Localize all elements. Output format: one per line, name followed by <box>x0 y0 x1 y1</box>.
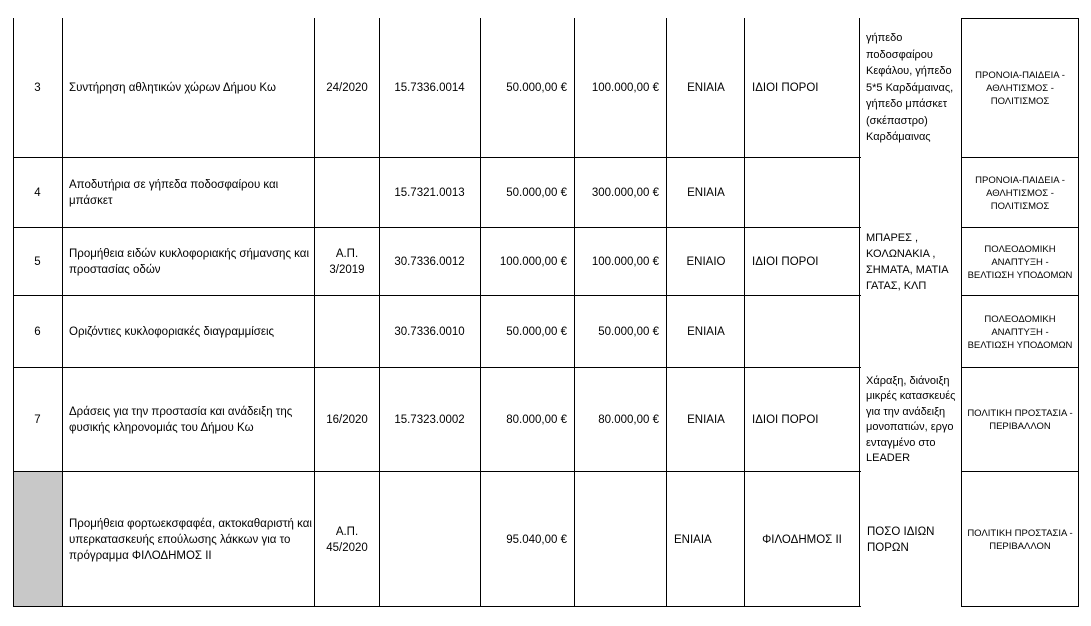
column-divider <box>574 18 575 607</box>
row-type: ΕΝΙΑΙΑ <box>674 533 712 546</box>
row-number: 7 <box>34 414 41 426</box>
column-divider <box>859 18 860 607</box>
row-description: Προμήθεια ειδών κυκλοφοριακής σήμανσης και προστασίας οδών <box>69 248 309 276</box>
row-divider <box>13 227 861 228</box>
row-decision: 16/2020 <box>326 414 368 426</box>
row-type: ΕΝΙΑΙΑ <box>687 187 725 199</box>
row-sector: ΠΟΛΕΟΔΟΜΙΚΗ ΑΝΑΠΤΥΞΗ - ΒΕΛΤΙΩΣΗ ΥΠΟΔΟΜΩΝ <box>967 313 1073 351</box>
row-amount-year: 50.000,00 € <box>506 187 567 199</box>
row-divider <box>13 157 861 158</box>
row-type: ΕΝΙΑΙΑ <box>687 326 725 338</box>
row-sector: ΠΡΟΝΟΙΑ-ΠΑΙΔΕΙΑ - ΑΘΛΗΤΙΣΜΟΣ - ΠΟΛΙΤΙΣΜΟΣ <box>975 174 1065 212</box>
row-decision: Α.Π. 45/2020 <box>326 525 368 554</box>
sector-box <box>961 228 1079 296</box>
column-divider <box>480 18 481 607</box>
row-amount-total: 50.000,00 € <box>598 326 659 338</box>
row-amount-year: 50.000,00 € <box>506 326 567 338</box>
row-description: Συντήρηση αθλητικών χώρων Δήμου Κω <box>69 82 276 94</box>
row-type: ΕΝΙΑΙΟ <box>686 256 726 268</box>
row-divider <box>13 367 861 368</box>
row-sector: ΠΟΛΙΤΙΚΗ ΠΡΟΣΤΑΣΙΑ - ΠΕΡΙΒΑΛΛΟΝ <box>967 408 1073 432</box>
row-type: ΕΝΙΑΙΑ <box>687 414 725 426</box>
row-budget-code: 30.7336.0010 <box>394 326 465 338</box>
row-description: Οριζόντιες κυκλοφοριακές διαγραμμίσεις <box>69 326 275 338</box>
row-decision: 24/2020 <box>326 82 368 94</box>
row-amount-year: 95.040,00 € <box>506 533 567 546</box>
row-amount-total: 80.000,00 € <box>598 414 659 426</box>
row-notes: ΜΠΑΡΕΣ , ΚΟΛΩΝΑΚΙΑ , ΣΗΜΑΤΑ, ΜΑΤΙΑ ΓΑΤΑΣ, ΚΛΠ <box>866 232 948 292</box>
row-amount-total: 300.000,00 € <box>591 187 659 199</box>
row-divider <box>13 606 861 607</box>
row-amount-year: 80.000,00 € <box>506 414 567 426</box>
row-description: Αποδυτήρια σε γήπεδα ποδοσφαίρου και μπάσκετ <box>69 179 279 207</box>
row-funding <box>745 158 859 228</box>
row-budget-code: 15.7323.0002 <box>394 414 465 426</box>
column-divider <box>744 18 745 607</box>
row-funding: ΙΔΙΟΙ ΠΟΡΟΙ <box>752 256 819 268</box>
row-notes: ΠΟΣΟ ΙΔΙΩΝ ΠΟΡΩΝ <box>867 525 935 554</box>
sector-box <box>961 368 1079 472</box>
row-amount-total <box>575 472 667 607</box>
sector-box <box>961 18 1079 158</box>
shaded-number-cell <box>13 472 62 607</box>
column-divider <box>379 18 380 607</box>
row-budget-code: 15.7321.0013 <box>394 187 465 199</box>
row-amount-year: 100.000,00 € <box>499 256 567 268</box>
row-divider <box>13 471 861 472</box>
row-funding: ΦΙΛΟΔΗΜΟΣ ΙΙ <box>762 533 842 546</box>
row-sector: ΠΟΛΕΟΔΟΜΙΚΗ ΑΝΑΠΤΥΞΗ - ΒΕΛΤΙΩΣΗ ΥΠΟΔΟΜΩΝ <box>967 243 1073 281</box>
row-funding: ΙΔΙΟΙ ΠΟΡΟΙ <box>752 82 819 94</box>
row-notes: γήπεδο ποδοσφαίρου Κεφάλου, γήπεδο 5*5 Καρδάμαινας, γήπεδο μπάσκετ (σκέπαστρο) Καρδάμαινας <box>866 32 954 144</box>
row-budget-code <box>379 472 480 607</box>
row-decision: Α.Π. 3/2019 <box>329 248 365 276</box>
row-funding: ΙΔΙΟΙ ΠΟΡΟΙ <box>752 414 819 426</box>
column-divider <box>314 18 315 607</box>
sector-box <box>961 296 1079 368</box>
row-funding <box>745 296 859 368</box>
column-divider <box>666 18 667 607</box>
row-description: Προμήθεια φορτωεκσφαφέα, ακτοκαθαριστή και υπερκατασκευής επούλωσης λάκκων για το πρόγραμμα ΦΙΛΟΔΗΜΟΣ ΙΙ <box>69 517 312 562</box>
row-divider <box>13 295 861 296</box>
row-decision <box>315 296 379 368</box>
row-number: 4 <box>34 187 41 199</box>
row-sector: ΠΟΛΙΤΙΚΗ ΠΡΟΣΤΑΣΙΑ - ΠΕΡΙΒΑΛΛΟΝ <box>967 527 1073 552</box>
row-sector: ΠΡΟΝΟΙΑ-ΠΑΙΔΕΙΑ - ΑΘΛΗΤΙΣΜΟΣ - ΠΟΛΙΤΙΣΜΟΣ <box>975 69 1065 107</box>
row-description: Δράσεις για την προστασία και ανάδειξη της φυσικής κληρονομιάς του Δήμου Κω <box>69 406 293 434</box>
row-number: 3 <box>34 82 41 94</box>
row-number: 6 <box>34 326 41 338</box>
sector-box <box>961 472 1079 607</box>
sector-box <box>961 158 1079 228</box>
row-notes <box>859 158 961 228</box>
row-notes: Χάραξη, διάνοιξη μικρές κατασκευές για την ανάδειξη μονοπατιών, εργο ενταγμένο στο LEADER <box>866 374 956 464</box>
row-budget-code: 15.7336.0014 <box>394 82 465 94</box>
row-number: 5 <box>34 256 41 268</box>
row-amount-total: 100.000,00 € <box>591 256 659 268</box>
column-divider <box>62 18 63 607</box>
row-budget-code: 30.7336.0012 <box>394 256 465 268</box>
row-amount-total: 100.000,00 € <box>591 82 659 94</box>
row-decision <box>315 158 379 228</box>
row-notes <box>859 296 961 368</box>
row-type: ΕΝΙΑΙΑ <box>687 82 725 94</box>
column-divider <box>13 18 14 607</box>
row-amount-year: 50.000,00 € <box>506 82 567 94</box>
